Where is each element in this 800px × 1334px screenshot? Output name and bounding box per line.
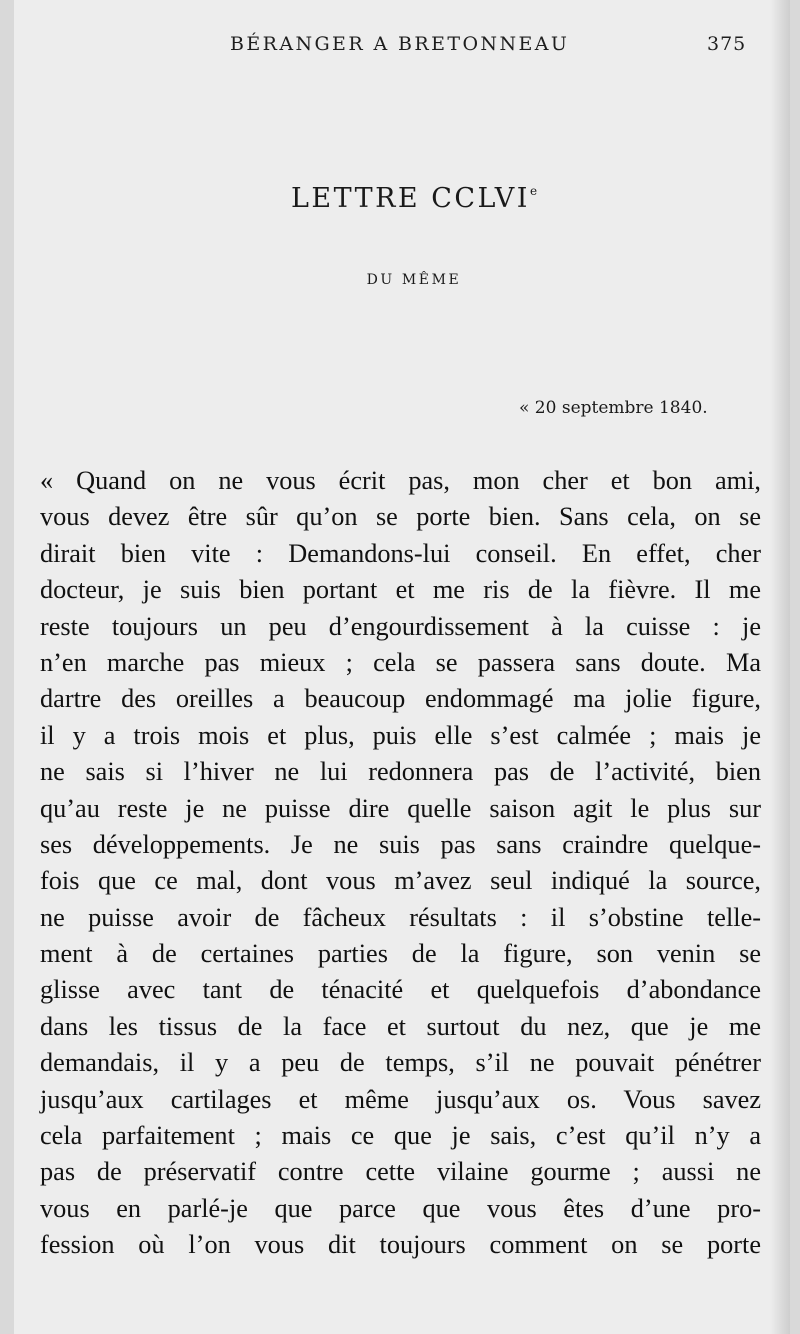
text-line: glisse avec tant de ténacité et quelquefois d’abondance (40, 975, 761, 1005)
text-line: cela parfaitement ; mais ce que je sais, c’est qu’il n’y a (40, 1121, 761, 1151)
text-line: ne sais si l’hiver ne lui redonnera pas de l’activité, bien (40, 757, 761, 787)
page-number: 375 (707, 33, 747, 55)
text-line: dartre des oreilles a beaucoup endommagé ma jolie figure, (40, 684, 761, 714)
text-line: reste toujours un peu d’engourdissement à la cuisse : je (40, 611, 761, 641)
text-line: ses développements. Je ne suis pas sans craindre quelque- (40, 829, 761, 859)
text-line: jusqu’aux cartilages et même jusqu’aux os. Vous savez (40, 1084, 761, 1114)
letter-body (40, 463, 761, 1264)
letter-title (14, 183, 790, 214)
running-title: BÉRANGER A BRETONNEAU (230, 33, 570, 55)
letter-date: « 20 septembre 1840. (519, 398, 708, 418)
text-line: vous en parlé-je que parce que vous êtes d’une pro- (40, 1193, 761, 1223)
letter-subtitle: DU MÊME (366, 272, 462, 288)
text-line: il y a trois mois et plus, puis elle s’est calmée ; mais je (40, 720, 761, 750)
letter-title-superscript: e (529, 184, 538, 198)
letter-title-text: LETTRE CCLVI (290, 183, 530, 214)
text-line: pas de préservatif contre cette vilaine gourme ; aussi ne (40, 1157, 761, 1187)
text-line: docteur, je suis bien portant et me ris de la fièvre. Il me (40, 575, 761, 605)
running-head (14, 33, 790, 63)
text-line: vous devez être sûr qu’on se porte bien. Sans cela, on se (40, 502, 761, 532)
text-line: n’en marche pas mieux ; cela se passera sans doute. Ma (40, 647, 761, 677)
book-page (14, 0, 790, 1334)
text-line: demandais, il y a peu de temps, s’il ne pouvait pénétrer (40, 1048, 761, 1078)
text-line: dirait bien vite : Demandons-lui conseil. En effet, cher (40, 538, 761, 568)
text-line: « Quand on ne vous écrit pas, mon cher et bon ami, (40, 466, 761, 495)
text-line: qu’au reste je ne puisse dire quelle saison agit le plus sur (40, 793, 761, 823)
text-line: dans les tissus de la face et surtout du nez, que je me (40, 1011, 761, 1041)
text-line: fession où l’on vous dit toujours comment on se porte (40, 1230, 761, 1260)
text-line: ment à de certaines parties de la figure, son venin se (40, 939, 761, 969)
text-line: ne puisse avoir de fâcheux résultats : il s’obstine telle- (40, 902, 761, 932)
text-line: fois que ce mal, dont vous m’avez seul indiqué la source, (40, 866, 761, 896)
